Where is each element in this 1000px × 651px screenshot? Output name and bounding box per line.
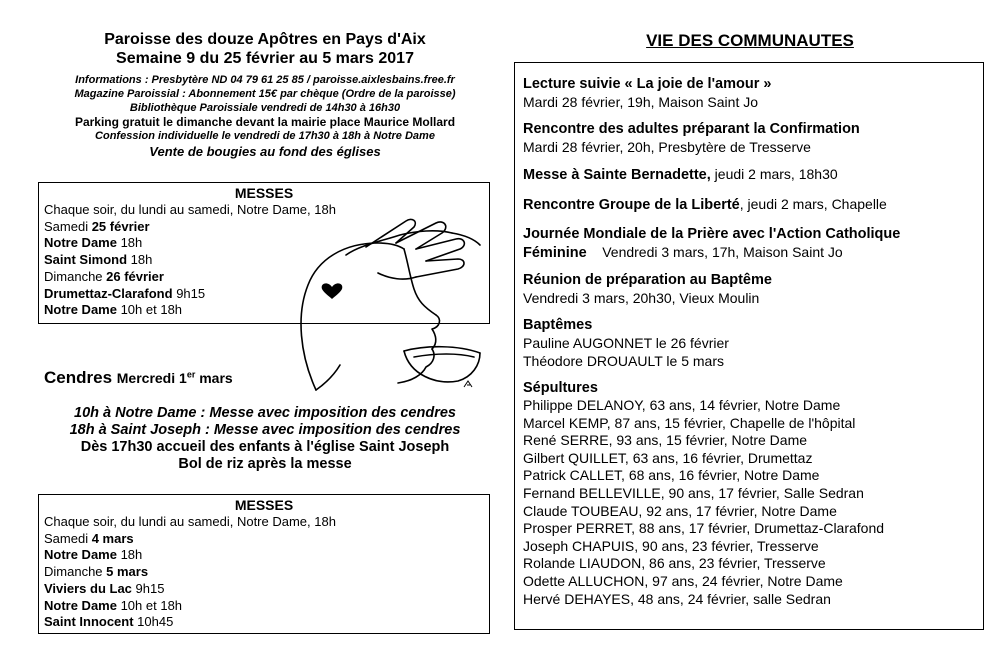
cendres-line: 18h à Saint Joseph : Messe avec imposition des cendres: [69, 422, 461, 438]
event-item: Messe à Sainte Bernadette, jeudi 2 mars, 18h30: [523, 166, 838, 183]
cendres-line: Bol de riz après la messe: [178, 456, 352, 472]
event-item: Réunion de préparation au Baptême Vendredi 3 mars, 20h30, Vieux Moulin: [523, 272, 772, 306]
ashes-imposition-illustration: [286, 215, 482, 395]
communities-title: VIE DES COMMUNAUTES: [646, 31, 854, 50]
list-item: Claude TOUBEAU, 92 ans, 17 février, Notre Dame: [523, 502, 837, 519]
cendres-heading: [44, 368, 233, 388]
library-line: Bibliothèque Paroissiale vendredi de 14h30 à 16h30: [129, 102, 401, 114]
mass-line: Chaque soir, du lundi au samedi, Notre Dame, 18h: [44, 202, 336, 217]
list-item: Fernand BELLEVILLE, 90 ans, 17 février, Salle Sedran: [523, 484, 864, 501]
funerals-title: Sépultures: [523, 380, 598, 396]
communities-box: [514, 62, 984, 630]
list-item: Pauline AUGONNET le 26 février: [523, 335, 729, 351]
cendres-line: Dès 17h30 accueil des enfants à l'église Saint Joseph: [80, 439, 450, 455]
event-item: Rencontre Groupe de la Liberté, jeudi 2 mars, Chapelle: [523, 196, 887, 213]
week-title: Semaine 9 du 25 février au 5 mars 2017: [116, 50, 414, 67]
list-item: Joseph CHAPUIS, 90 ans, 23 février, Tresserve: [523, 537, 819, 554]
list-item: Rolande LIAUDON, 86 ans, 23 février, Tresserve: [523, 555, 826, 572]
mass-line: Notre Dame 18h: [44, 547, 143, 563]
list-item: Patrick CALLET, 68 ans, 16 février, Notre Dame: [523, 467, 820, 484]
mass-line: Saint Innocent 10h45: [44, 614, 174, 630]
baptisms-title: Baptêmes: [523, 317, 593, 333]
list-item: Odette ALLUCHON, 97 ans, 24 février, Notre Dame: [523, 572, 843, 589]
mass-line: Dimanche 26 février: [44, 268, 164, 284]
cendres-details: [20, 405, 510, 473]
list-item: Gilbert QUILLET, 63 ans, 16 février, Drumettaz: [523, 449, 813, 466]
mass-line: Drumettaz-Clarafond 9h15: [44, 285, 206, 301]
list-item: Marcel KEMP, 87 ans, 15 février, Chapelle de l'hôpital: [523, 414, 856, 431]
candles-line: Vente de bougies au fond des églises: [149, 144, 381, 159]
mass-line: Notre Dame 10h et 18h: [44, 597, 183, 613]
confession-line: Confession individuelle le vendredi de 17h30 à 18h à Notre Dame: [95, 130, 435, 142]
parish-title: Paroisse des douze Apôtres en Pays d'Aix: [104, 31, 426, 48]
event-item: Rencontre des adultes préparant la Confirmation Mardi 28 février, 20h, Presbytère de Tresserve: [523, 121, 860, 155]
masses-title: MESSES: [234, 497, 294, 513]
mass-line: Saint Simond 18h: [44, 252, 153, 268]
event-item: Journée Mondiale de la Prière avec l'Action Catholique Féminine Vendredi 3 mars, 17h, Maison Saint Jo: [523, 226, 901, 261]
mass-line: Viviers du Lac 9h15: [44, 580, 165, 596]
parish-header: [20, 30, 510, 159]
cendres-line: 10h à Notre Dame : Messe avec imposition des cendres: [74, 405, 456, 421]
masses-title: MESSES: [234, 185, 294, 201]
mass-line: Dimanche 5 mars: [44, 564, 149, 580]
list-item: René SERRE, 93 ans, 15 février, Notre Dame: [523, 432, 808, 449]
magazine-line: Magazine Paroissial : Abonnement 15€ par chèque (Ordre de la paroisse): [74, 88, 456, 100]
funerals-section: [523, 379, 981, 608]
cendres-title: Cendres: [44, 368, 113, 387]
parking-line: Parking gratuit le dimanche devant la mairie place Maurice Mollard: [74, 115, 456, 129]
mass-line: Chaque soir, du lundi au samedi, Notre Dame, 18h: [44, 514, 336, 529]
mass-line: Samedi 25 février: [44, 218, 150, 234]
list-item: Théodore DROUAULT le 5 mars: [523, 353, 724, 369]
mass-line: Notre Dame 18h: [44, 235, 143, 251]
mass-line: Samedi 4 mars: [44, 530, 134, 546]
list-item: Prosper PERRET, 88 ans, 17 février, Drumettaz-Clarafond: [523, 520, 885, 537]
event-item: Lecture suivie « La joie de l'amour » Mardi 28 février, 19h, Maison Saint Jo: [523, 76, 772, 110]
cendres-date: Mercredi 1er mars: [116, 369, 233, 386]
list-item: Philippe DELANOY, 63 ans, 14 février, Notre Dame: [523, 397, 841, 413]
baptisms-section: [523, 316, 981, 370]
mass-line: Notre Dame 10h et 18h: [44, 302, 183, 318]
masses-box-next-week: [38, 494, 490, 634]
list-item: Hervé DEHAYES, 48 ans, 24 février, salle Sedran: [523, 590, 831, 607]
info-line: Informations : Presbytère ND 04 79 61 25 85 / paroisse.aixlesbains.free.fr: [75, 74, 455, 86]
